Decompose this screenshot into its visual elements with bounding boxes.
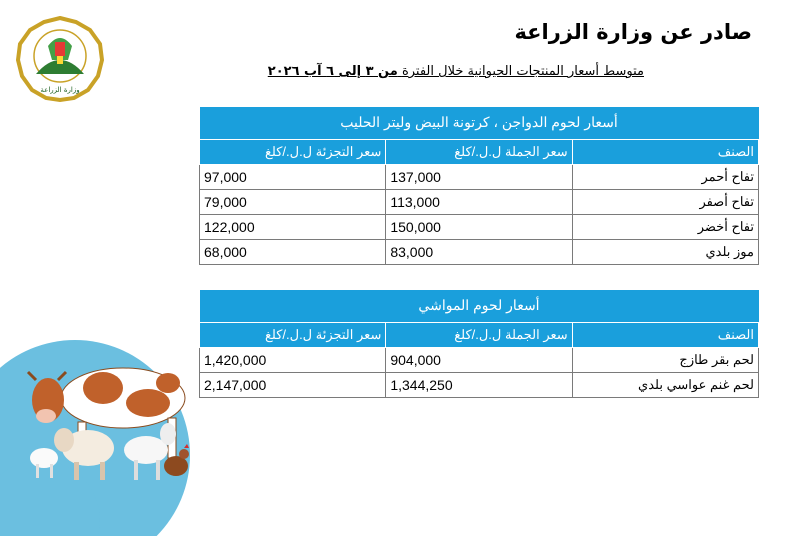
retail-price: 79,000 <box>200 189 386 214</box>
retail-price: 122,000 <box>200 214 386 239</box>
wholesale-price: 150,000 <box>386 214 572 239</box>
logo-text: وزارة الزراعة <box>40 86 80 94</box>
item-name: لحم بقر طازج <box>572 347 758 372</box>
column-header-retail: سعر التجزئة ل.ل./كلغ <box>200 139 386 164</box>
retail-price: 68,000 <box>200 239 386 264</box>
subtitle-period: من ٣ إلى ٦ آب ٢٠٢٦ <box>267 64 398 79</box>
column-header-item: الصنف <box>572 322 758 347</box>
table-row <box>200 164 759 189</box>
retail-price: 97,000 <box>200 164 386 189</box>
column-header-retail: سعر التجزئة ل.ل./كلغ <box>200 322 386 347</box>
table-row <box>200 239 759 264</box>
item-name: تفاح أصفر <box>572 189 758 214</box>
table-row <box>200 189 759 214</box>
column-header-item: الصنف <box>572 139 758 164</box>
column-header-wholesale: سعر الجملة ل.ل./كلغ <box>386 139 572 164</box>
item-name: تفاح أحمر <box>572 164 758 189</box>
wholesale-price: 83,000 <box>386 239 572 264</box>
farm-animals-illustration-icon <box>18 358 198 488</box>
wholesale-price: 904,000 <box>386 347 572 372</box>
item-name: موز بلدي <box>572 239 758 264</box>
wholesale-price: 1,344,250 <box>386 372 572 397</box>
column-header-wholesale: سعر الجملة ل.ل./كلغ <box>386 322 572 347</box>
retail-price: 2,147,000 <box>200 372 386 397</box>
page-title: صادر عن وزارة الزراعة <box>514 20 752 44</box>
livestock-prices-table <box>199 290 759 398</box>
table-caption: أسعار لحوم المواشي <box>200 290 759 322</box>
retail-price: 1,420,000 <box>200 347 386 372</box>
item-name: لحم غنم عواسي بلدي <box>572 372 758 397</box>
table-caption: أسعار لحوم الدواجن ، كرتونة البيض وليتر الحليب <box>200 107 759 139</box>
wholesale-price: 137,000 <box>386 164 572 189</box>
item-name: تفاح أخضر <box>572 214 758 239</box>
table-row <box>200 214 759 239</box>
page-subtitle <box>268 64 644 79</box>
table-row <box>200 347 759 372</box>
wholesale-price: 113,000 <box>386 189 572 214</box>
table-row <box>200 372 759 397</box>
ministry-logo-icon <box>14 16 106 102</box>
subtitle-prefix: متوسط أسعار المنتجات الحيوانية خلال الفترة <box>401 64 644 79</box>
poultry-prices-table <box>199 107 759 265</box>
